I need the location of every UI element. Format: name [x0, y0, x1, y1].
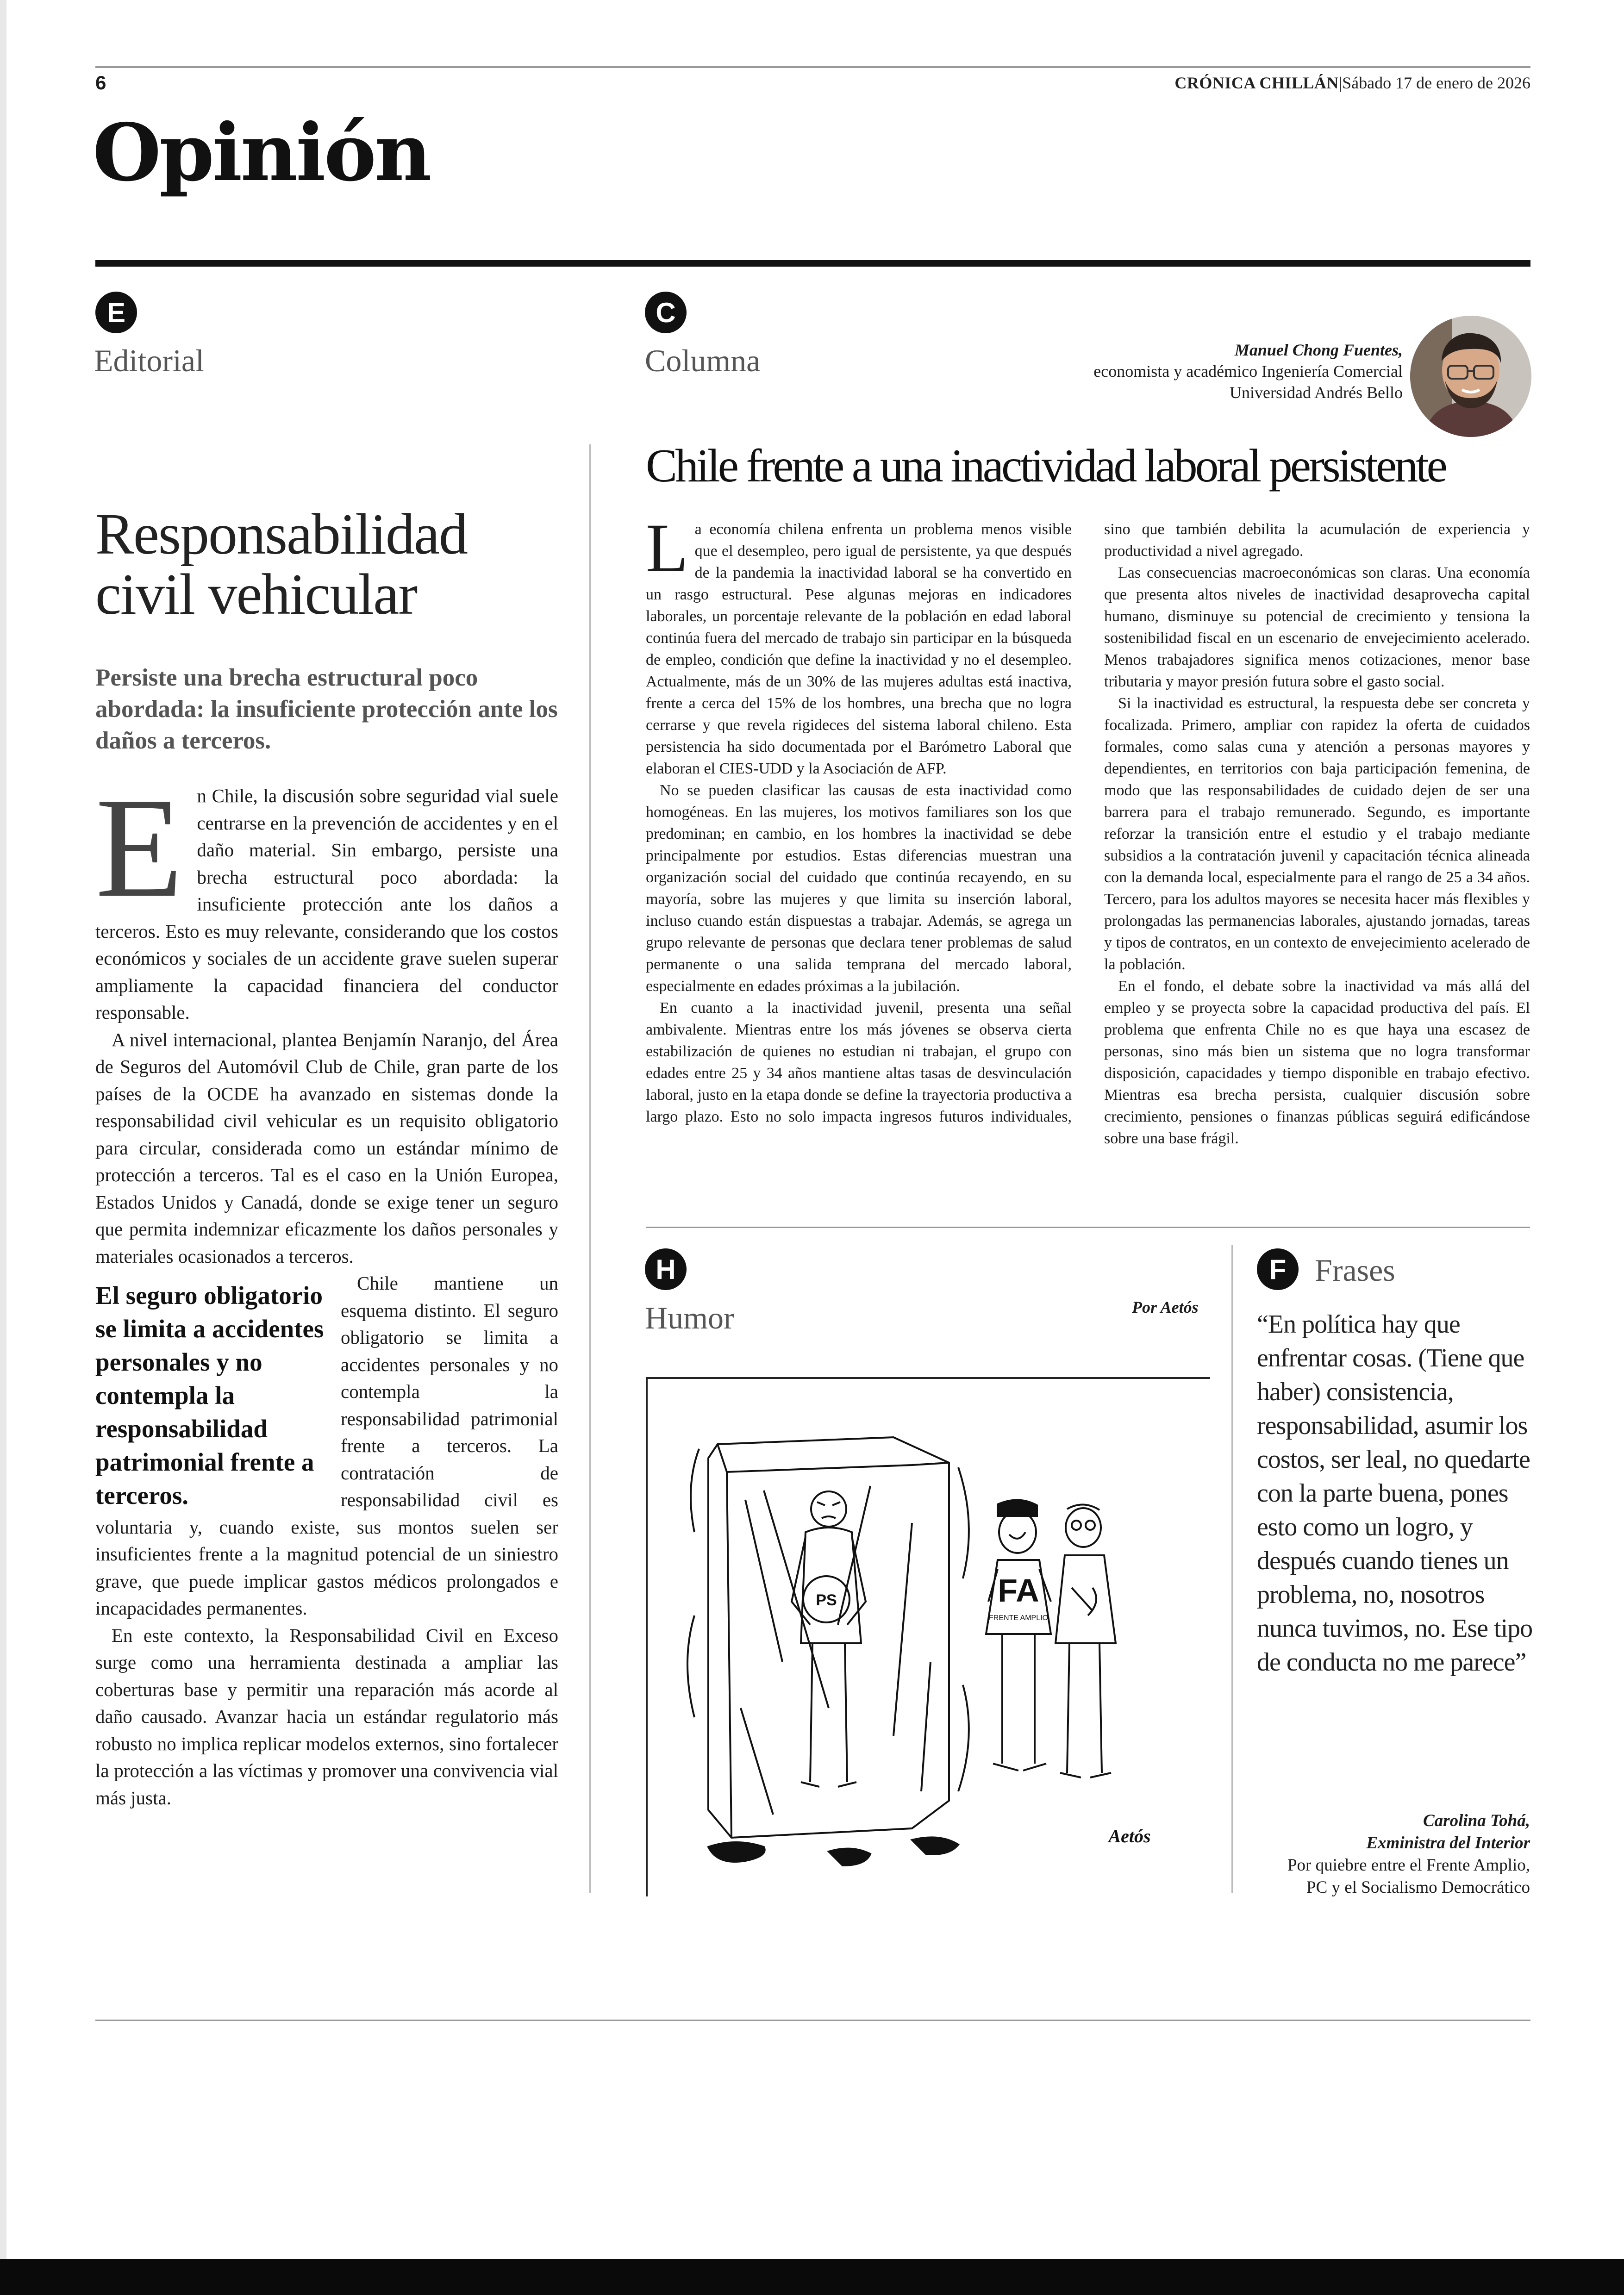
humor-credit: Por Aetós	[1132, 1298, 1199, 1316]
editorial-kicker: Editorial	[94, 343, 204, 378]
editorial-badge: E	[95, 292, 137, 333]
author-affiliation: Universidad Andrés Bello	[1230, 383, 1403, 402]
author-role: economista y académico Ingeniería Comercial	[1093, 362, 1403, 380]
column-paragraph: No se pueden clasificar las causas de esta inactividad como homogéneas. En las mujeres, los motivos familiares son los que predominan; en cambio, en los hombres la inactividad se debe principalmente por estudios. Estas diferencias muestran una organización social del cuidado que continúa recayendo, en su mayoría, sobre las mujeres y que limita su inserción laboral, incluso cuando están dispuestas a trabajar. Además, se agrega un grupo relevante de personas que declara tener problemas de salud permanente o una salida temprana del mercado laboral, especialmente en edades próximas a la jubilación.	[646, 782, 1072, 995]
cartoon-signature: Aetós	[1108, 1826, 1151, 1846]
quote-context: Por quiebre entre el Frente Amplio,	[1287, 1856, 1530, 1875]
column-badge: C	[645, 292, 687, 333]
editorial-dropcap: E	[95, 768, 183, 927]
editorial-paragraph: Chile mantiene un esquema distinto. El seguro obligatorio se limita a accidentes personales y no contempla la responsabilidad patrimonial frente a terceros. La contratación de responsabilidad civil es voluntaria y, cuando existe, sus montos suelen ser insuficientes frente a la magnitud potencial de un siniestro grave, que puede implicar gastos médicos prolongados e incapacidades permanentes.	[95, 1272, 558, 1619]
column-paragraph: En cuanto a la inactividad juvenil, presenta una señal ambivalente. Mientras entre los más jóvenes se observa cierta estabilización de quienes no estudian ni trabajan, el grupo con edades entre 25 y 34 años mantiene altas tasas de desvinculación laboral, justo en la etapa donde se define la trayectoria productiva a largo plazo. Esto no solo impacta ingresos futuros individuales, sino que también debilita la acumulación de experiencia y productividad a nivel agregado.	[646, 521, 1530, 1125]
cartoon-ps-label: PS	[816, 1591, 837, 1609]
column-body	[646, 510, 1530, 1213]
author-name: Manuel Chong Fuentes,	[1234, 341, 1403, 359]
section-title: Opinión	[93, 106, 430, 199]
cartoon-fa-logo: FA	[998, 1572, 1039, 1609]
editorial-paragraph: A nivel internacional, plantea Benjamín Naranjo, del Área de Seguros del Automóvil Club de Chile, gran parte de los países de la OCDE ha avanzado en sistemas donde la responsabilidad civil vehicular es un requisito obligatorio para circular, considerada como un estándar mínimo de protección a terceros. Tal es el caso en la Unión Europea, Estados Unidos y Canadá, donde se exige tener un seguro que permita indemnizar eficazmente los daños personales y materiales ocasionados a terceros.	[95, 1029, 558, 1267]
quote-context: PC y el Socialismo Democrático	[1306, 1878, 1530, 1897]
issue-date: Sábado 17 de enero de 2026	[1342, 74, 1530, 92]
column-author	[1093, 339, 1403, 403]
column-paragraph: a economía chilena enfrenta un problema menos visible que el desempleo, pero igual de persistente, ya que después de la pandemia la inactividad laboral se ha convertido en un rasgo estructural. Pese algunas mejoras en indicadores laborales, un porcentaje relevante de la población en edad laboral continúa fuera del mercado de trabajo sin participar en la búsqueda de empleo, condición que define la inactividad y no el desempleo. Actualmente, más de un 30% de las mujeres adultas está inactiva, frente a cerca del 15% de los hombres, una brecha que no logra cerrarse y que revela rigideces del sistema laboral chileno. Esta persistencia ha sido documentada por el Barómetro Laboral que elaboran el CIES-UDD y la Asociación de AFP.	[646, 521, 1072, 777]
bottom-bar	[0, 2259, 1624, 2295]
page-number: 6	[95, 72, 106, 94]
cartoon-fa-text: FRENTE AMPLIO	[988, 1614, 1049, 1622]
frases-kicker: Frases	[1315, 1253, 1395, 1288]
editorial-body	[95, 768, 558, 1811]
column-paragraph: Si la inactividad es estructural, la respuesta debe ser concreta y focalizada. Primero, ampliar con rapidez la oferta de cuidados formales, como salas cuna y atención a personas mayores y dependientes, en territorios con baja participación femenina, de modo que las responsabilidades de cuidado dejen de ser una barrera para el trabajo remunerado. Segundo, es importante reforzar la transición entre el estudio y el trabajo mediante subsidios a la contratación juvenil y capacitación técnica alineada con la demanda local, especialmente para el rango de 25 a 34 años. Tercero, para los adultos mayores se necesita hacer más flexibles y prolongadas las permanencias laborales, ajustando jornadas, tareas y tipos de contratos, en un contexto de envejecimiento acelerado de la población.	[1104, 695, 1530, 973]
column-paragraph: En el fondo, el debate sobre la inactividad va más allá del empleo y se proyecta sobre la capacidad productiva del país. El problema que enfrenta Chile no es que haya una escasez de personas, sino más bien un sistema que no logra transformar disposición, capacidades y tiempo disponible en trabajo efectivo. Mientras esa brecha persista, cualquier discusión sobre crecimiento, pensiones o finanzas públicas seguirá edificándose sobre una base frágil.	[1104, 978, 1530, 1147]
humor-badge: H	[645, 1248, 687, 1290]
quote-author-role: Exministra del Interior	[1366, 1834, 1530, 1852]
top-rule	[95, 66, 1530, 68]
humor-kicker: Humor	[645, 1300, 734, 1335]
header-rule	[95, 260, 1530, 267]
editorial-title: Responsabilidad civil vehicular	[95, 502, 467, 627]
dateline	[1174, 73, 1530, 93]
column-dropcap: L	[646, 510, 688, 586]
humor-cartoon	[653, 1384, 1204, 1889]
quote-author: Carolina Tohá,	[1423, 1811, 1530, 1830]
section-rule	[646, 1227, 1530, 1228]
editorial-deck: Persiste una brecha estructural poco abordada: la insuficiente protección ante los daños a terceros.	[95, 664, 558, 754]
dateline-separator: |	[1338, 74, 1343, 92]
frases-quote: “En política hay que enfrentar cosas. (Tiene que haber) consistencia, responsabilidad, asumir los costos, ser leal, no quedarte con la parte buena, pones esto como un logro, y después cuando tienes un problema, no, nosotros nunca tuvimos, no. Ese tipo de conducta no me parece”	[1257, 1310, 1533, 1677]
publication-name: CRÓNICA CHILLÁN	[1174, 74, 1339, 92]
page-edge	[0, 0, 6, 2259]
author-photo	[1410, 316, 1531, 437]
frases-attribution	[1287, 1810, 1530, 1899]
footer-rule	[95, 2020, 1530, 2021]
column-title: Chile frente a una inactividad laboral persistente	[646, 440, 1445, 492]
frases-badge: F	[1257, 1248, 1299, 1290]
frases-divider	[1231, 1245, 1233, 1893]
column-kicker: Columna	[645, 343, 761, 378]
editorial-pullquote: El seguro obligatorio se limita a accidentes personales y no contempla la responsabilidad patrimonial frente a terceros.	[95, 1281, 324, 1509]
editorial-paragraph: n Chile, la discusión sobre seguridad vial suele centrarse en la prevención de accidentes y en el daño material. Sin embargo, persiste una brecha estructural poco abordada: la insuficiente protección ante los daños a terceros. Esto es muy relevante, considerando que los costos económicos y sociales de un accidente grave suelen superar ampliamente la capacidad financiera del conductor responsable.	[95, 785, 558, 1023]
column-divider	[589, 444, 591, 1893]
editorial-paragraph: En este contexto, la Responsabilidad Civil en Exceso surge como una herramienta destinada a ampliar las coberturas base y permitir una reparación más acorde al daño causado. Avanzar hacia un estándar regulatorio más robusto no implica replicar modelos externos, sino fortalecer la protección a las víctimas y promover una convivencia vial más justa.	[95, 1624, 558, 1809]
column-paragraph: Las consecuencias macroeconómicas son claras. Una economía que presenta altos niveles de inactividad desaprovecha capital humano, disminuye su potencial de crecimiento y tensiona la sostenibilidad fiscal en un escenario de envejecimiento acelerado. Menos trabajadores significa menos cotizaciones, menor base tributaria y mayor presión futura sobre el gasto social.	[1104, 564, 1530, 690]
